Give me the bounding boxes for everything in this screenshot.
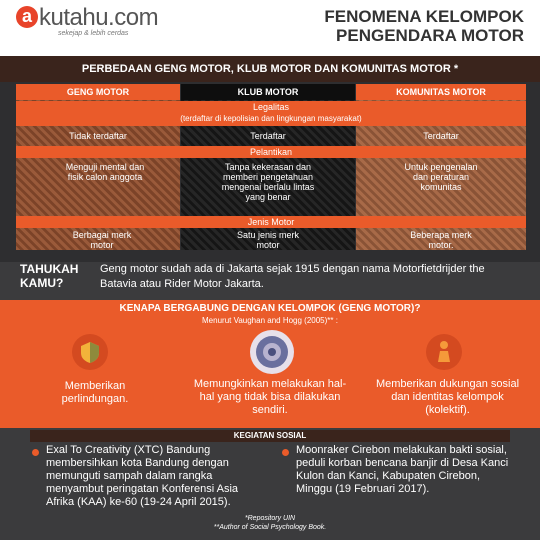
- cell-klub-jenis: Satu jenis merk motor: [236, 230, 300, 250]
- reasons-subtitle: Menurut Vaughan and Hogg (2005)** :: [202, 316, 338, 325]
- reasons-title: KENAPA BERGABUNG DENGAN KELOMPOK (GENG MOTOR)?: [119, 303, 421, 314]
- did-you-know-line-1: TAHUKAH: [20, 262, 79, 276]
- reason-social-support: Memberikan dukungan sosial dan identitas kelompok (kolektif).: [375, 378, 520, 416]
- logo-text: kutahu.com: [39, 4, 159, 31]
- reason-do-more: Memungkinkan melakukan hal-hal yang tidak bisa dilakukan sendiri.: [193, 378, 347, 416]
- footnote-1: *Repository UIN: [244, 515, 296, 522]
- column-header-klub: KLUB MOTOR: [181, 84, 355, 100]
- column-header-geng: GENG MOTOR: [16, 84, 180, 100]
- shield-icon: [72, 334, 108, 370]
- did-you-know-line-2: KAMU?: [20, 276, 64, 290]
- globe-icon: [250, 330, 294, 374]
- bullet-icon: [32, 449, 39, 456]
- page-title: [264, 7, 524, 45]
- row-header-pelantikan: Pelantikan: [16, 146, 526, 158]
- title-line-1: FENOMENA KELOMPOK: [324, 7, 524, 26]
- cell-klub-legalitas: Terdaftar: [250, 131, 286, 141]
- social-item-moonraker: Moonraker Cirebon melakukan bakti sosial, peduli korban bencana banjir di Desa Kanci Kulon dan Kanci, Kabupaten Cirebon, Minggu (19 Februari 2017).: [296, 444, 509, 495]
- cell-geng-pelantikan: Menguji mental dan fisik calon anggota: [65, 162, 145, 182]
- title-line-2: PENGENDARA MOTOR: [336, 26, 524, 45]
- logo-icon: a: [16, 6, 38, 28]
- cell-komunitas-pelantikan: Untuk pengenalan dan peraturan komunitas: [404, 162, 478, 192]
- cell-komunitas-legalitas: Terdaftar: [423, 131, 459, 141]
- comparison-banner: PERBEDAAN GENG MOTOR, KLUB MOTOR DAN KOMUNITAS MOTOR *: [0, 56, 540, 82]
- row-title: Legalitas: [252, 102, 290, 112]
- did-you-know-text: Geng motor sudah ada di Jakarta sejak 1915 dengan nama Motorfietdrijder the Batavia atau Rider Motor Jakarta.: [100, 263, 485, 290]
- cell-geng-jenis: Berbagai merk motor: [72, 230, 132, 250]
- footnote-2: **Author of Social Psychology Book.: [213, 524, 327, 531]
- logo-tagline: sekejap & lebih cerdas: [58, 30, 129, 37]
- cell-klub-pelantikan: Tanpa kekerasan dan memberi pengetahuan mengenai berlalu lintas yang benar: [221, 162, 315, 202]
- row-subtitle: (terdaftar di kepolisian dan lingkungan masyarakat): [180, 114, 362, 123]
- row-header-legalitas: [16, 101, 526, 126]
- social-title: KEGIATAN SOSIAL: [30, 430, 510, 442]
- cell-geng-legalitas: Tidak terdaftar: [69, 131, 127, 141]
- person-icon: [426, 334, 462, 370]
- footnotes: [0, 514, 540, 532]
- cell-komunitas-jenis: Beberapa merk motor.: [410, 230, 472, 250]
- bullet-icon: [282, 449, 289, 456]
- column-header-komunitas: KOMUNITAS MOTOR: [356, 84, 526, 100]
- reason-protection: Memberikan perlindungan.: [61, 380, 129, 405]
- social-item-xtc: Exal To Creativity (XTC) Bandung membersihkan kota Bandung dengan memunguti sampah dalam rangka menyambut peringatan Konferensi Asia Afrika (KAA) ke-60 (19-24 April 2015).: [46, 444, 239, 508]
- did-you-know-label: [20, 262, 78, 290]
- row-header-jenis-motor: Jenis Motor: [16, 216, 526, 228]
